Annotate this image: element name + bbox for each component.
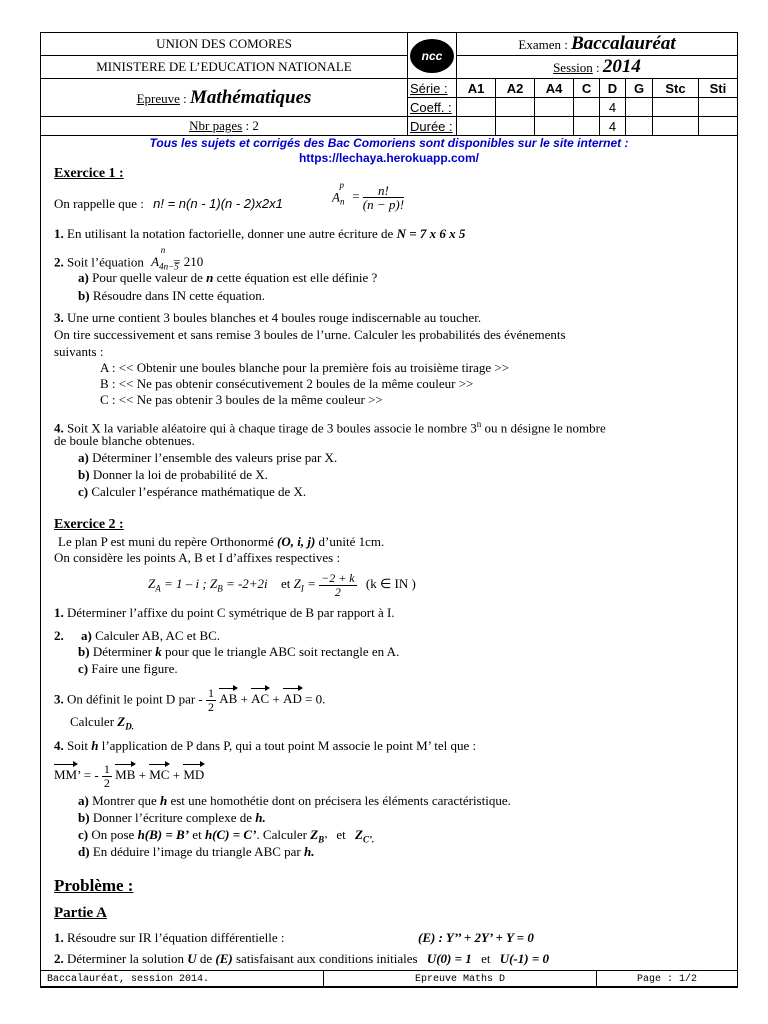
ex1-q3-l2: On tire successivement et sans remise 3 boules de l’urne. Calculer les probabilités des événements (54, 327, 566, 342)
prob-q2: 2. Déterminer la solution U de (E) satisfaisant aux conditions initiales U(0) = 1 et U(-1) = 0 (54, 951, 549, 966)
coeff-label: Coeff. : (408, 98, 457, 117)
prob-q1: 1. Résoudre sur IR l’équation différentielle : (54, 930, 285, 945)
epreuve-value: Mathématiques (190, 86, 312, 108)
ex2-q2b: b) Déterminer k pour que le triangle ABC soit rectangle en A. (78, 644, 400, 659)
ex1-q3-l1: 3. Une urne contient 3 boules blanches et 4 boules rouge indiscernable au toucher. (54, 310, 482, 325)
ex1-rappel: On rappelle que : n! = n(n - 1)(n - 2)x2x1 (54, 196, 283, 211)
pages-cell: Nbr pages : 2 (41, 117, 408, 136)
event-B: B : << Ne pas obtenir consécutivement 2 boules de la même couleur >> (100, 376, 474, 391)
ex1-q4a: a) Déterminer l’ensemble des valeurs prise par X. (78, 450, 338, 465)
factorial-def: n! = n(n - 1)(n - 2)x2x1 (153, 196, 283, 211)
country: UNION DES COMORES (41, 33, 408, 56)
pages-value: 2 (252, 118, 259, 133)
ex2-q1: 1. Déterminer l’affixe du point C symétrique de B par rapport à I. (54, 605, 395, 620)
ex2-q4a: a) Montrer que h est une homothétie dont on précisera les éléments caractéristique. (78, 793, 511, 808)
ex1-q4c: c) Calculer l’espérance mathématique de X. (78, 484, 307, 499)
ex1-q2: 2. Soit l’équation $A_{4n-5}^n= 210$ (54, 245, 204, 272)
ex1-q3-l3: suivants : (54, 344, 104, 359)
event-C: C : << Ne pas obtenir 3 boules de la même couleur >> (100, 392, 383, 407)
session-row: Session : 2014 (457, 56, 738, 79)
footer-left: Baccalauréat, session 2014. (41, 971, 324, 988)
notice-link[interactable]: https://lechaya.herokuapp.com/ (298, 151, 480, 165)
logo (408, 33, 457, 79)
ex2-q4-rel: MM’ = - $\frac{1}{2}$ MB + MC + MD (54, 762, 205, 790)
ex2-affixes: $Z_A = 1 - i$ ; $Z_B = -2+2i$ et $Z_I$ = $\frac{-2 + k}{2}$ (k ∈ IN ) (148, 571, 416, 599)
event-A: A : << Obtenir une boules blanche pour la première fois au troisième tirage >> (100, 360, 510, 375)
ex2-l1: Le plan P est muni du repère Orthonormé (O, i, j) d’unité 1cm. (58, 534, 385, 549)
ex2-q4c: c) On pose h(B) = B’ et h(C) = C’. Calculer $Z_{B’}$ et $Z_{C’.}$ (78, 827, 375, 845)
notice-text: Tous les sujets et corrigés des Bac Comoriens sont disponibles sur le site internet : (149, 136, 629, 150)
logo-mark: ncc (410, 39, 454, 73)
ex1-q2a: a) Pour quelle valeur de n cette équation est elle définie ? (78, 270, 378, 285)
ministry: MINISTERE DE L’EDUCATION NATIONALE (41, 56, 408, 79)
ex2-q4b: b) Donner l’écriture complexe de h. (78, 810, 266, 825)
epreuve-cell: Epreuve : Mathématiques (41, 79, 408, 117)
ex2-q2c: c) Faire une figure. (78, 661, 178, 676)
pages-label: Nbr pages (189, 118, 243, 133)
exam-header: UNION DES COMORES ncc Examen : Baccalauréat MINISTERE DE L’EDUCATION NATIONALE Session : 2014 Epreuve : Mathématiques Série : A1 A2 A4 C D G Stc Sti Coeff. : 4 Nbr pages : 2 Durée : 4 (40, 32, 738, 136)
exam-value: Baccalauréat (571, 33, 676, 54)
partie-a-title: Partie A (54, 905, 107, 921)
duree-value: 4 (600, 117, 626, 136)
ex2-q2a: 2. a) Calculer AB, AC et BC. (54, 628, 221, 643)
exam-label: Examen (518, 37, 561, 52)
ex2-q3: 3. On définit le point D par - $\frac{1}{2}$ AB + AC + AD = 0. (54, 686, 326, 714)
footer-page: Page : 1/2 (597, 971, 738, 988)
ex2-q3-calc: Calculer $Z_{D.}$ (70, 714, 134, 732)
session-label: Session (553, 60, 593, 75)
notice (40, 136, 738, 166)
serie-label: Série : (408, 79, 457, 98)
ex1-q2b: b) Résoudre dans IN cette équation. (78, 288, 266, 303)
exam-row: Examen : Baccalauréat (457, 33, 738, 56)
ex2-q4d: d) En déduire l’image du triangle ABC par h. (78, 844, 315, 859)
footer (40, 970, 738, 988)
duree-label: Durée : (408, 117, 457, 136)
ex2-l2: On considère les points A, B et I d’affixes respectives : (54, 550, 341, 565)
prob-eq-E: (E) : Y’’ + 2Y’ + Y = 0 (418, 930, 534, 945)
arrangement-def: $A_n^p$ = $\frac{n!}{(n - p)!}$ (332, 180, 405, 212)
ex2-q4: 4. Soit h l’application de P dans P, qui a tout point M associe le point M’ tel que : (54, 738, 477, 753)
ex1-q4-l1: 4. Soit X la variable aléatoire qui à chaque tirage de 3 boules associe le nombre 3$^n$ ou n désigne le nombre (54, 419, 606, 436)
probleme-title: Problème : (54, 876, 134, 895)
ex1-q1: 1. En utilisant la notation factorielle, donner une autre écriture de N = 7 x 6 x 5 (54, 226, 466, 241)
coeff-value: 4 (600, 98, 626, 117)
ex1-q4b: b) Donner la loi de probabilité de X. (78, 467, 268, 482)
session-value: 2014 (602, 56, 641, 77)
ex1-title: Exercice 1 : (54, 166, 124, 181)
ex2-title: Exercice 2 : (54, 517, 124, 532)
ex1-q4-l2: de boule blanche obtenues. (54, 433, 195, 448)
footer-center: Epreuve Maths D (324, 971, 597, 988)
epreuve-label: Epreuve (136, 90, 180, 106)
